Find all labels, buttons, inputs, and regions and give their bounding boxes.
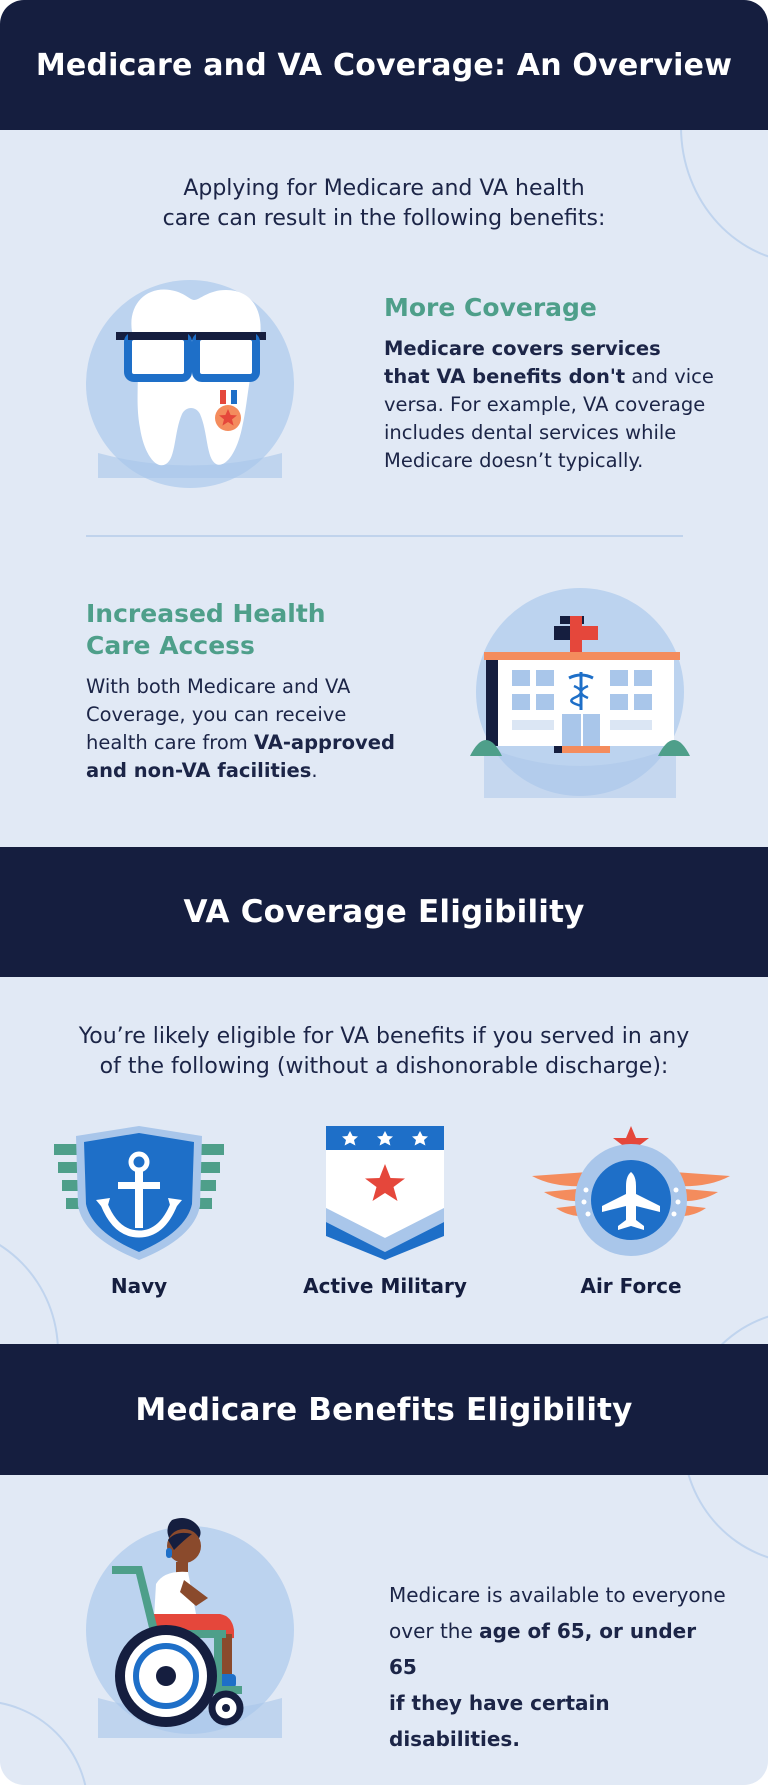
- benefit-access-text: With both Medicare and VA Coverage, you can receive health care from VA-approved and non-VA facilities.: [86, 675, 395, 782]
- hospital-icon: [470, 586, 696, 798]
- medicare-eligibility-header: [0, 1344, 768, 1475]
- overview-header: [0, 0, 768, 130]
- branch-label-air-force: Air Force: [580, 1274, 682, 1298]
- wheelchair-person-icon: [84, 1518, 304, 1738]
- decorative-arc: [0, 1700, 89, 1785]
- va-eligibility-title: VA Coverage Eligibility: [183, 894, 585, 930]
- overview-intro: Applying for Medicare and VA health care can result in the following benefits:: [162, 176, 606, 231]
- medicare-eligibility-text: Medicare is available to everyone over the age of 65, or under 65 if they have certain disabilities.: [389, 1583, 726, 1751]
- branch-label-navy: Navy: [110, 1274, 168, 1298]
- army-chevron-badge-icon: [326, 1126, 444, 1260]
- navy-anchor-badge-icon: [54, 1126, 224, 1260]
- benefit-access-heading: Increased Health Care Access: [86, 599, 326, 660]
- benefit-more-coverage-text: Medicare covers services that VA benefits don't and vice versa. For example, VA coverage includes dental services while Medicare doesn’t typically.: [384, 337, 714, 472]
- air-force-wings-badge-icon: [532, 1126, 730, 1260]
- medicare-eligibility-title: Medicare Benefits Eligibility: [135, 1391, 633, 1428]
- va-eligibility-intro: You’re likely eligible for VA benefits if you served in any of the following (without a dishonorable discharge):: [78, 1024, 690, 1079]
- va-eligibility-header: [0, 847, 768, 977]
- branch-label-active-military: Active Military: [303, 1274, 467, 1298]
- benefit-more-coverage-heading: More Coverage: [384, 293, 597, 322]
- tooth-with-glasses-icon: [84, 278, 304, 490]
- section-divider: [86, 535, 683, 537]
- overview-title: Medicare and VA Coverage: An Overview: [35, 47, 733, 83]
